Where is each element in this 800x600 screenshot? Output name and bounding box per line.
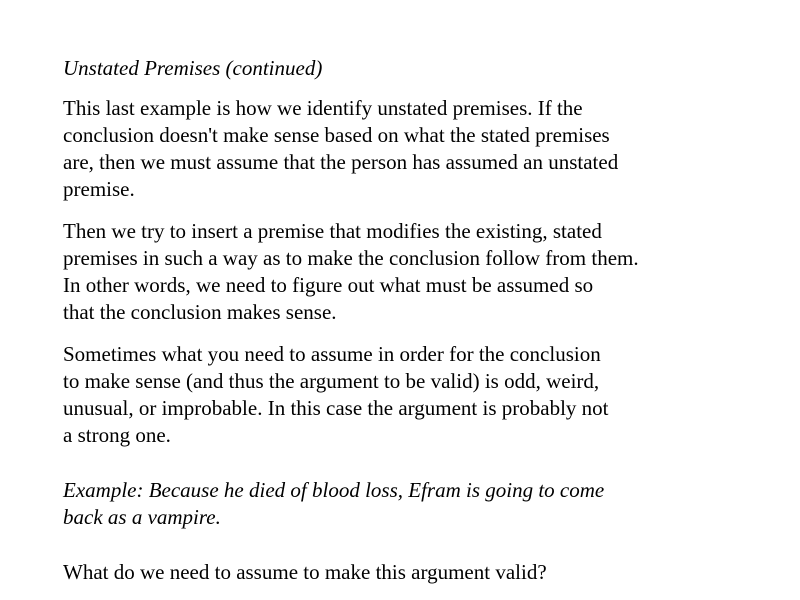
paragraph1-line: premise.	[63, 177, 135, 201]
question-text: What do we need to assume to make this argument valid?	[63, 560, 547, 584]
paragraph2-line: premises in such a way as to make the conclusion follow from them.	[63, 246, 639, 270]
slide-title: Unstated Premises (continued)	[63, 56, 323, 80]
paragraph3-line: a strong one.	[63, 423, 171, 447]
paragraph2-line: In other words, we need to figure out what must be assumed so	[63, 273, 594, 297]
paragraph2-line: that the conclusion makes sense.	[63, 300, 337, 324]
paragraph3-line: unusual, or improbable. In this case the argument is probably not	[63, 396, 609, 420]
example-line: Example: Because he died of blood loss, Efram is going to come	[63, 478, 605, 502]
paragraph1-line: This last example is how we identify unstated premises. If the	[63, 96, 583, 120]
paragraph3-line: Sometimes what you need to assume in order for the conclusion	[63, 342, 601, 366]
paragraph3-line: to make sense (and thus the argument to be valid) is odd, weird,	[63, 369, 600, 393]
paragraph1-line: are, then we must assume that the person has assumed an unstated	[63, 150, 619, 174]
example-line: back as a vampire.	[63, 505, 221, 529]
paragraph1-line: conclusion doesn't make sense based on what the stated premises	[63, 123, 610, 147]
paragraph2-line: Then we try to insert a premise that modifies the existing, stated	[63, 219, 602, 243]
